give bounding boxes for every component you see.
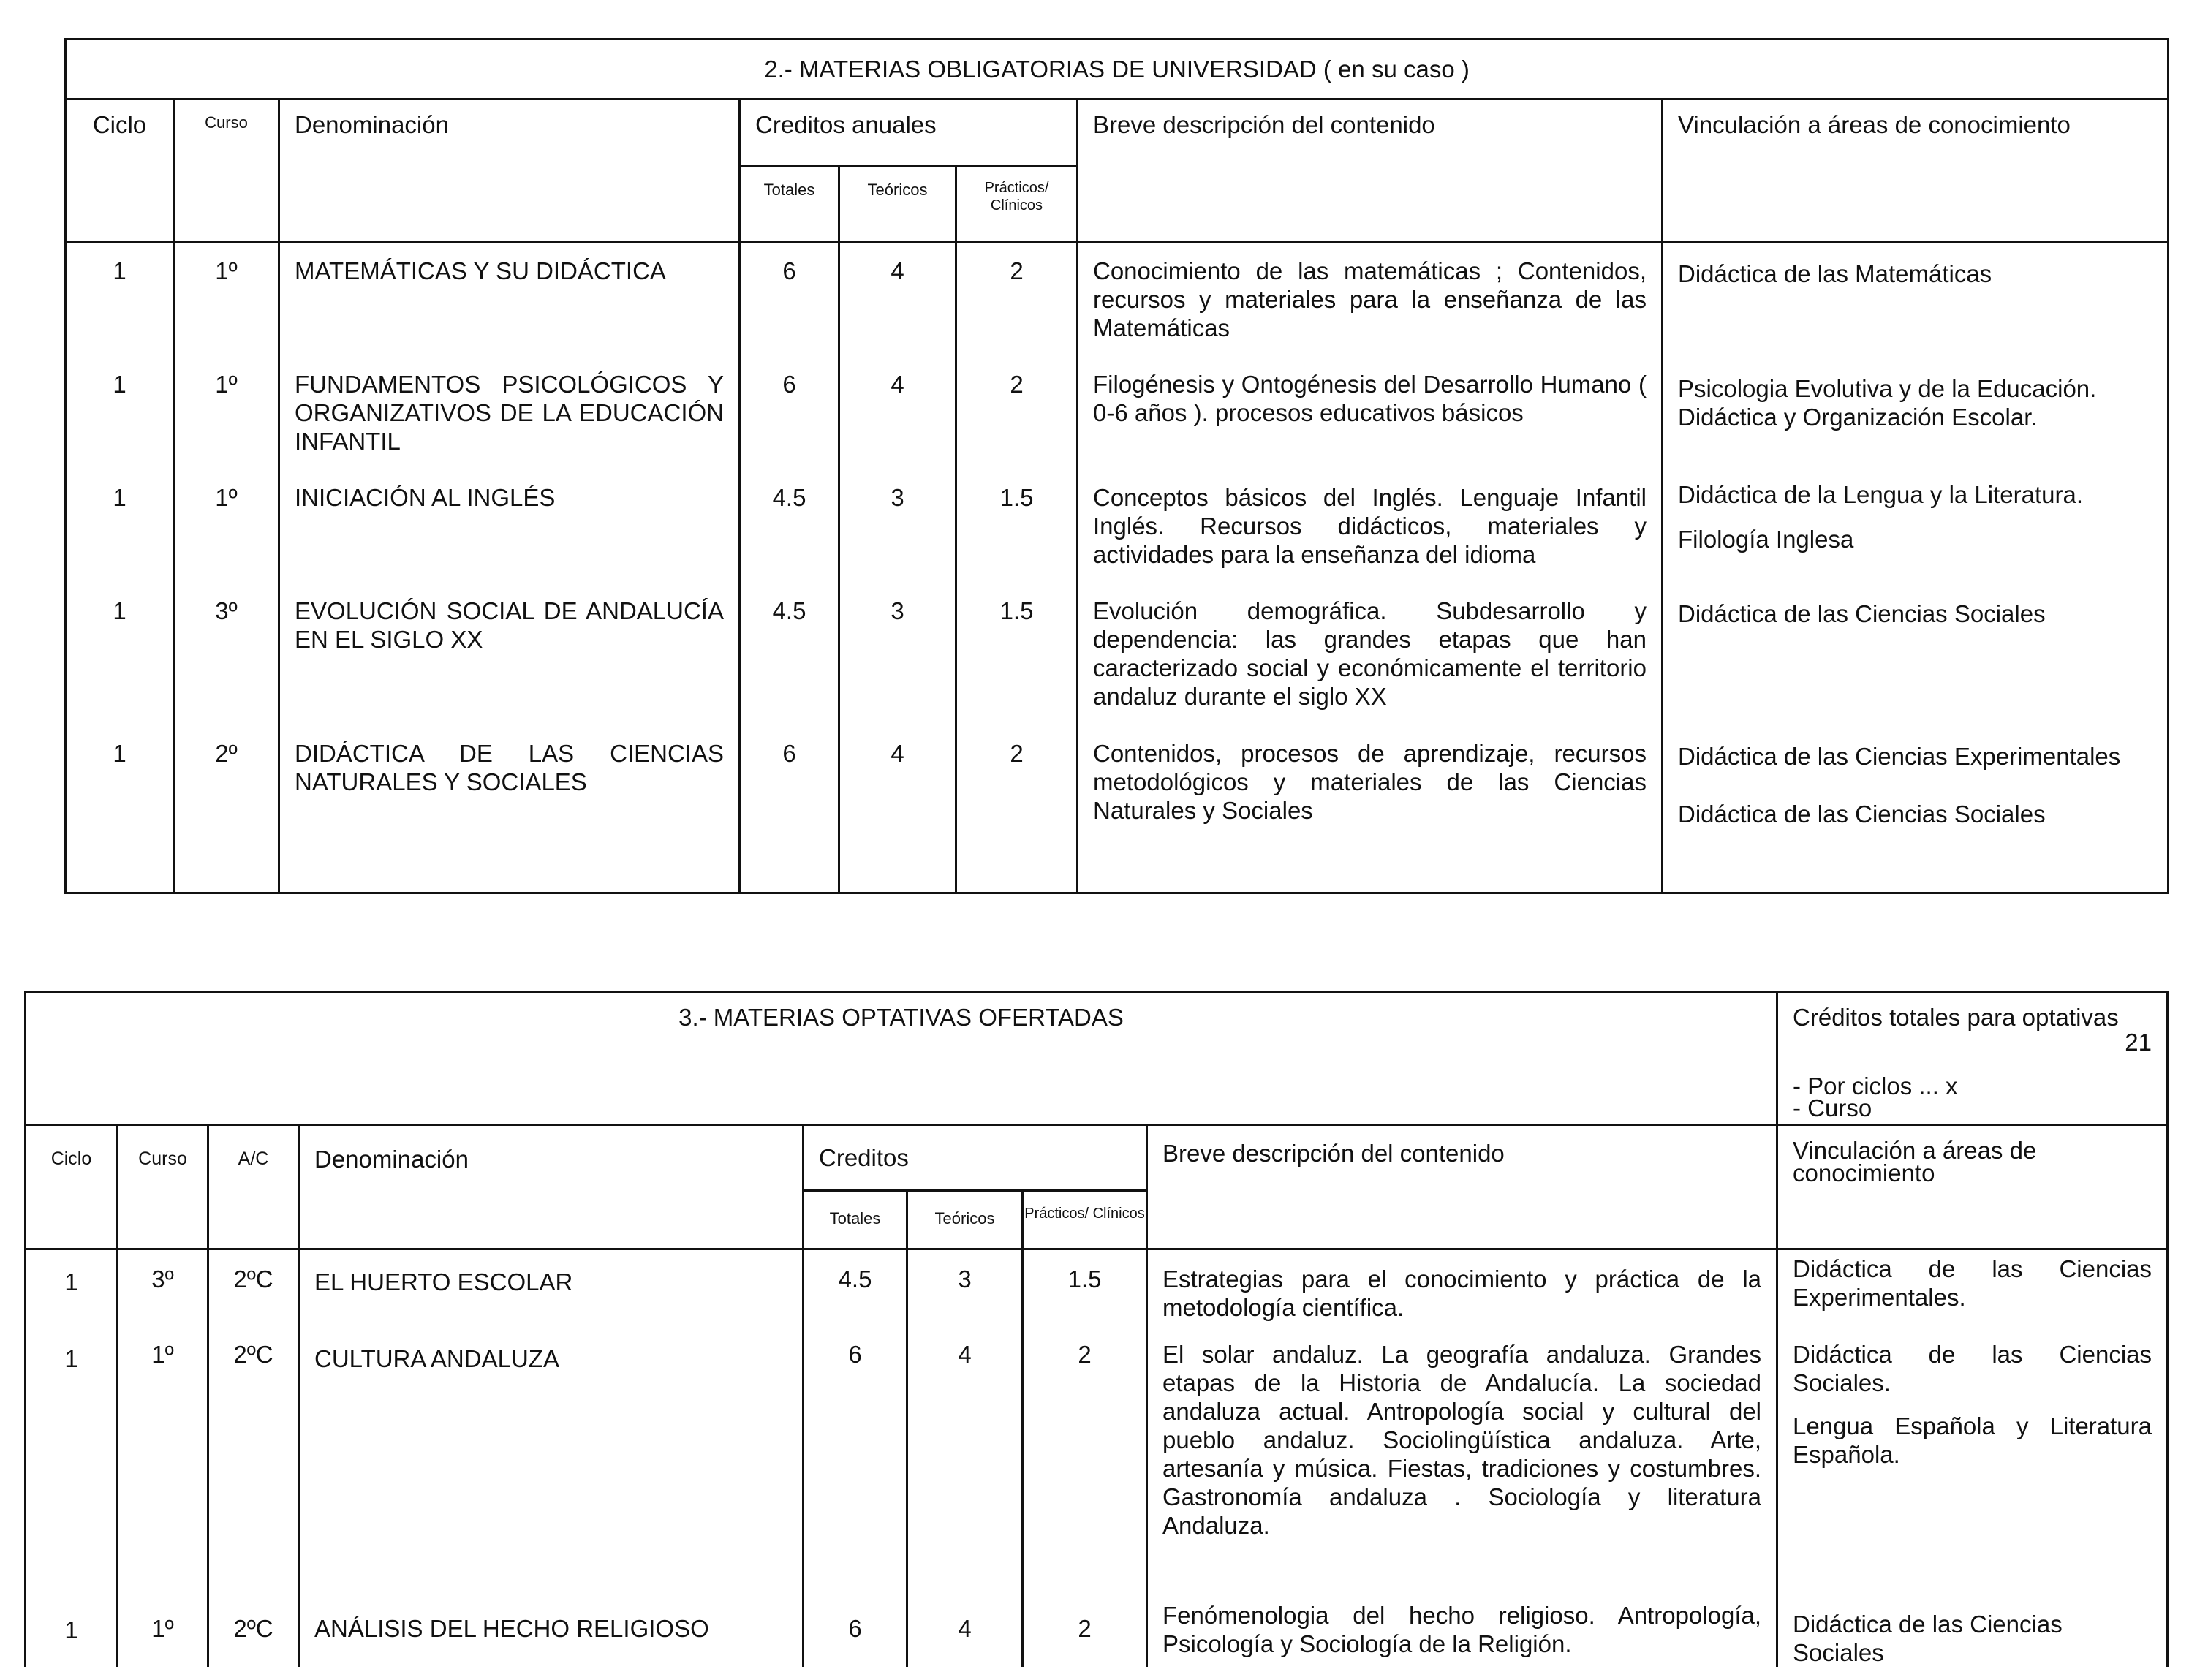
table-row xyxy=(66,586,2169,729)
header-practicos: Prácticos/ Clínicos xyxy=(956,167,1078,243)
header-vinculacion: Vinculación a áreas de conocimiento xyxy=(1777,1125,2168,1249)
row-descripcion: Contenidos, procesos de aprendizaje, recursos metodológicos y materiales de las Ciencias Naturales y Sociales xyxy=(1078,729,1663,893)
row-practicos: 2 xyxy=(956,729,1078,893)
row-denominacion: EL HUERTO ESCOLAR xyxy=(299,1249,804,1330)
row-areas xyxy=(1663,729,2169,893)
table-row xyxy=(66,360,2169,473)
row-ciclo: 1 xyxy=(66,360,174,473)
row-curso: 1º xyxy=(118,1330,208,1597)
row-ciclo: 1 xyxy=(66,243,174,360)
row-ciclo: 1 xyxy=(26,1330,118,1597)
header-curso: Curso xyxy=(118,1125,208,1249)
row-practicos: 1.5 xyxy=(956,586,1078,729)
row-areas xyxy=(1663,586,2169,729)
row-denominacion: EVOLUCIÓN SOCIAL DE ANDALUCÍA EN EL SIGLO XX xyxy=(279,586,740,729)
row-ciclo: 1 xyxy=(66,586,174,729)
row-teoricos: 3 xyxy=(839,586,956,729)
materias-obligatorias-table xyxy=(64,38,2169,894)
table-title: 3.- MATERIAS OPTATIVAS OFERTADAS xyxy=(26,992,1777,1125)
header-creditos: Creditos anuales xyxy=(740,99,1078,167)
table-row xyxy=(26,1249,2168,1330)
header-creditos: Creditos xyxy=(804,1125,1147,1191)
header-ciclo: Ciclo xyxy=(26,1125,118,1249)
row-totales: 6 xyxy=(804,1597,907,1667)
row-denominacion: INICIACIÓN AL INGLÉS xyxy=(279,473,740,586)
area-item: Didáctica de las Ciencias Sociales. xyxy=(1793,1340,2152,1396)
area-item: Didáctica de las Ciencias Experimentales xyxy=(1678,742,2121,770)
row-teoricos: 3 xyxy=(907,1249,1023,1330)
area-item: Didáctica de las Ciencias Sociales xyxy=(1678,800,2046,828)
row-ac: 2ºC xyxy=(208,1597,299,1667)
row-totales: 4.5 xyxy=(804,1249,907,1330)
row-practicos: 2 xyxy=(956,243,1078,360)
row-curso: 1º xyxy=(174,473,279,586)
row-teoricos: 4 xyxy=(839,243,956,360)
table-row xyxy=(66,729,2169,893)
row-curso: 1º xyxy=(174,360,279,473)
area-item: Didáctica de las Ciencias Sociales xyxy=(1678,599,2046,627)
area-item: Didáctica y Organización Escolar. xyxy=(1678,403,2038,431)
header-descripcion: Breve descripción del contenido xyxy=(1147,1125,1777,1249)
header-denominacion: Denominación xyxy=(299,1125,804,1249)
header-descripcion: Breve descripción del contenido xyxy=(1078,99,1663,243)
table-row xyxy=(66,473,2169,586)
row-practicos: 1.5 xyxy=(1023,1249,1147,1330)
area-item: Filología Inglesa xyxy=(1678,525,1854,553)
row-totales: 6 xyxy=(740,729,839,893)
row-ciclo: 1 xyxy=(26,1597,118,1667)
row-teoricos: 4 xyxy=(839,360,956,473)
row-areas xyxy=(1663,360,2169,473)
row-curso: 2º xyxy=(174,729,279,893)
row-descripcion: Evolución demográfica. Subdesarrollo y dependencia: las grandes etapas que han caracterizado social y económicamente el territorio andaluz durante el siglo XX xyxy=(1078,586,1663,729)
row-curso: 3º xyxy=(118,1249,208,1330)
row-ciclo: 1 xyxy=(26,1249,118,1330)
row-denominacion: ANÁLISIS DEL HECHO RELIGIOSO xyxy=(299,1597,804,1667)
area-item: Psicologia Evolutiva y de la Educación. xyxy=(1678,374,2097,402)
row-descripcion: Filogénesis y Ontogénesis del Desarrollo Humano ( 0-6 años ). procesos educativos básicos xyxy=(1078,360,1663,473)
materias-optativas-table xyxy=(24,991,2169,1667)
header-ac: A/C xyxy=(208,1125,299,1249)
row-descripcion: Estrategias para el conocimiento y práctica de la metodología científica. xyxy=(1147,1249,1777,1330)
row-ac: 2ºC xyxy=(208,1330,299,1597)
row-practicos: 1.5 xyxy=(956,473,1078,586)
row-ciclo: 1 xyxy=(66,729,174,893)
row-areas xyxy=(1663,243,2169,360)
row-areas xyxy=(1663,473,2169,586)
row-teoricos: 4 xyxy=(907,1597,1023,1667)
row-totales: 4.5 xyxy=(740,586,839,729)
header-teoricos: Teóricos xyxy=(907,1191,1023,1249)
row-areas xyxy=(1777,1249,2168,1330)
row-practicos: 2 xyxy=(956,360,1078,473)
row-denominacion: CULTURA ANDALUZA xyxy=(299,1330,804,1597)
table-row xyxy=(66,243,2169,360)
row-descripcion: Conocimiento de las matemáticas ; Contenidos, recursos y materiales para la enseñanza de las Matemáticas xyxy=(1078,243,1663,360)
area-item: Didáctica de las Ciencias Experimentales. xyxy=(1793,1255,2152,1311)
row-practicos: 2 xyxy=(1023,1597,1147,1667)
area-item: Didáctica de las Matemáticas xyxy=(1678,260,1992,287)
row-practicos: 2 xyxy=(1023,1330,1147,1597)
row-totales: 4.5 xyxy=(740,473,839,586)
row-teoricos: 3 xyxy=(839,473,956,586)
row-descripcion: Fenómenologia del hecho religioso. Antropología, Psicología y Sociología de la Religión. xyxy=(1147,1597,1777,1667)
por-ciclos-line: - Por ciclos ... x xyxy=(1793,1072,1958,1100)
header-totales: Totales xyxy=(804,1191,907,1249)
header-curso: Curso xyxy=(174,99,279,243)
curso-line: - Curso xyxy=(1793,1094,1872,1121)
row-denominacion: MATEMÁTICAS Y SU DIDÁCTICA xyxy=(279,243,740,360)
row-totales: 6 xyxy=(740,243,839,360)
area-item: Didáctica de las Ciencias Sociales xyxy=(1793,1610,2063,1666)
row-denominacion: DIDÁCTICA DE LAS CIENCIAS NATURALES Y SOCIALES xyxy=(279,729,740,893)
row-areas xyxy=(1777,1597,2168,1667)
row-curso: 1º xyxy=(174,243,279,360)
row-descripcion: Conceptos básicos del Inglés. Lenguaje Infantil Inglés. Recursos didácticos, materiales y actividades para la enseñanza del idioma xyxy=(1078,473,1663,586)
table-row xyxy=(26,1330,2168,1597)
table-title: 2.- MATERIAS OBLIGATORIAS DE UNIVERSIDAD ( en su caso ) xyxy=(66,39,2169,99)
row-curso: 1º xyxy=(118,1597,208,1667)
row-ciclo: 1 xyxy=(66,473,174,586)
row-totales: 6 xyxy=(740,360,839,473)
creditos-totales-label: Créditos totales para optativas xyxy=(1793,1004,2119,1031)
row-teoricos: 4 xyxy=(907,1330,1023,1597)
header-practicos: Prácticos/ Clínicos xyxy=(1023,1191,1147,1249)
row-denominacion: FUNDAMENTOS PSICOLÓGICOS Y ORGANIZATIVOS DE LA EDUCACIÓN INFANTIL xyxy=(279,360,740,473)
header-vinculacion: Vinculación a áreas de conocimiento xyxy=(1663,99,2169,243)
row-teoricos: 4 xyxy=(839,729,956,893)
header-totales: Totales xyxy=(740,167,839,243)
row-areas xyxy=(1777,1330,2168,1597)
row-curso: 3º xyxy=(174,586,279,729)
header-ciclo: Ciclo xyxy=(66,99,174,243)
area-item: Didáctica de la Lengua y la Literatura. xyxy=(1678,480,2084,508)
creditos-totales-box xyxy=(1777,992,2168,1125)
header-teoricos: Teóricos xyxy=(839,167,956,243)
area-item: Lengua Española y Literatura Española. xyxy=(1793,1412,2152,1468)
table-row xyxy=(26,1597,2168,1667)
creditos-totales-value: 21 xyxy=(2125,1029,2152,1056)
header-denominacion: Denominación xyxy=(279,99,740,243)
row-ac: 2ºC xyxy=(208,1249,299,1330)
row-descripcion: El solar andaluz. La geografía andaluza. Grandes etapas de la Historia de Andalucía. La sociedad andaluza actual. Antropología social y cultural del pueblo andaluz. Sociolingüística andaluza. Arte, artesanía y música. Fiestas, tradiciones y costumbres. Gastronomía andaluza . Sociología y literatura Andaluza. xyxy=(1147,1330,1777,1597)
row-totales: 6 xyxy=(804,1330,907,1597)
